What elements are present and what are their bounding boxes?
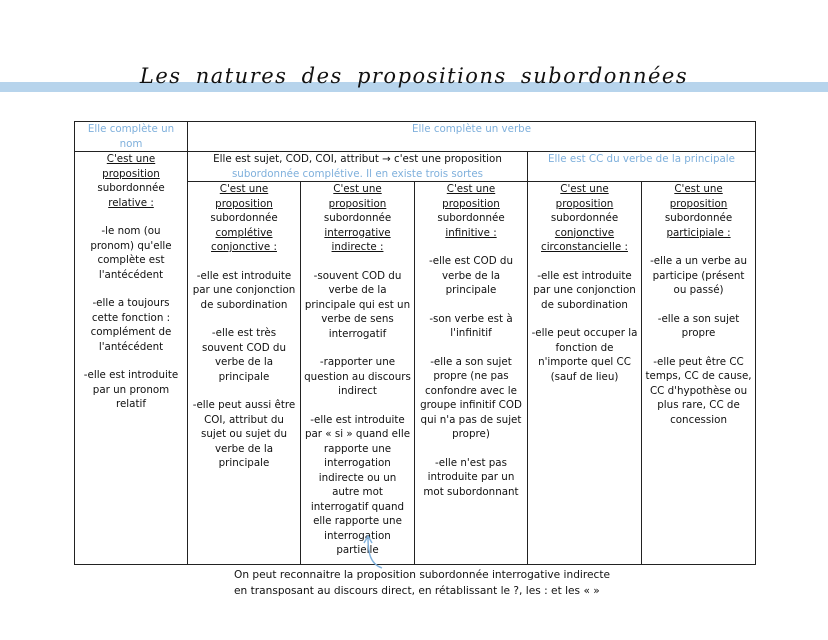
infinitive-point: -son verbe est à l'infinitif: [429, 312, 513, 339]
header-completive: [188, 152, 528, 182]
curved-arrow-icon: [360, 532, 390, 572]
relative-point: -elle a toujours cette fonction : complément de l'antécédent: [90, 297, 172, 353]
circonstancielle-heading-line: C'est une proposition: [555, 183, 614, 210]
relative-heading-line: subordonnée: [97, 182, 165, 194]
subordinate-clauses-table: [74, 121, 756, 565]
column-relative: [75, 152, 188, 565]
footnote-line: en transposant au discours direct, en rétablissant le ?, les : et les « »: [234, 585, 600, 597]
infinitive-point: -elle est COD du verbe de la principale: [429, 255, 513, 296]
column-completive-conjonctive: [188, 182, 301, 565]
column-conjonctive-circonstancielle: [528, 182, 642, 565]
conjonctive-point: -elle est très souvent COD du verbe de la principale: [201, 327, 286, 383]
infinitive-point: -elle n'est pas introduite par un mot subordonnant: [423, 456, 519, 498]
relative-heading-line: relative :: [108, 196, 154, 209]
interrogative-point: -elle est introduite par « si » quand elle rapporte une interrogation indirecte ou un autre mot interrogatif quand elle rapporte une interrogation partielle: [304, 413, 411, 556]
participiale-point: -elle a un verbe au participe (présent ou passé): [650, 255, 747, 296]
footnote: [234, 567, 654, 599]
interrogative-point: -rapporter une question au discours indirect: [304, 356, 411, 397]
relative-point: -elle est introduite par un pronom relatif: [83, 369, 179, 410]
participiale-point: -elle peut être CC temps, CC de cause, CC d'hypothèse ou plus rare, CC de concession: [645, 355, 752, 426]
interrogative-point: -souvent COD du verbe de la principale qui est un verbe de sens interrogatif: [304, 269, 411, 340]
page-title: Les natures des propositions subordonnées: [139, 64, 689, 88]
circonstancielle-point: -elle peut occuper la fonction de n'importe quel CC (sauf de lieu): [531, 327, 638, 383]
conjonctive-heading-line: subordonnée: [210, 212, 278, 224]
infinitive-heading-line: infinitive :: [445, 226, 497, 239]
interrogative-heading-line: C'est une proposition: [328, 183, 387, 210]
conjonctive-point: -elle peut aussi être COI, attribut du sujet ou sujet du verbe de la principale: [192, 399, 296, 469]
footnote-line: On peut reconnaitre la proposition subordonnée interrogative indirecte: [234, 569, 611, 581]
participiale-point: -elle a son sujet propre: [657, 312, 740, 339]
conjonctive-heading-line: conjonctive :: [211, 241, 277, 253]
participiale-heading-line: C'est une proposition: [669, 183, 728, 210]
sujet-line: Elle est sujet, COD, COI, attribut → c'est une proposition: [213, 153, 502, 165]
interrogative-heading-line: interrogative: [324, 226, 391, 239]
infinitive-heading-line: C'est une proposition: [442, 183, 500, 210]
circonstancielle-heading-line: conjonctive: [554, 226, 615, 239]
circonstancielle-point: -elle est introduite par une conjonction de subordination: [533, 269, 636, 311]
completive-line: subordonnée complétive. Il en existe trois sortes: [231, 167, 484, 180]
header-complete-nom: Elle complète un nom: [75, 122, 188, 152]
conjonctive-heading-line: C'est une proposition: [215, 183, 273, 210]
column-infinitive: [415, 182, 528, 565]
header-cc: Elle est CC du verbe de la principale: [528, 152, 756, 182]
column-interrogative-indirecte: [301, 182, 415, 565]
conjonctive-heading-line: complétive: [215, 226, 273, 239]
circonstancielle-heading-line: subordonnée: [550, 212, 619, 224]
participiale-heading-line: subordonnée: [664, 212, 733, 224]
interrogative-heading-line: subordonnée: [323, 212, 392, 224]
infinitive-heading-line: subordonnée: [437, 212, 505, 224]
relative-point: -le nom (ou pronom) qu'elle complète est l'antécédent: [90, 225, 172, 281]
interrogative-heading-line: indirecte :: [331, 241, 384, 253]
relative-heading-line: C'est une proposition: [102, 153, 160, 180]
circonstancielle-heading-line: circonstancielle :: [541, 241, 628, 253]
infinitive-point: -elle a son sujet propre (ne pas confondre avec le groupe infinitif COD qui n'a pas de sujet propre): [420, 355, 522, 440]
header-complete-verbe: Elle complète un verbe: [188, 122, 756, 152]
participiale-heading-line: participiale :: [666, 226, 731, 239]
column-participiale: [642, 182, 756, 565]
conjonctive-point: -elle est introduite par une conjonction de subordination: [192, 269, 296, 311]
